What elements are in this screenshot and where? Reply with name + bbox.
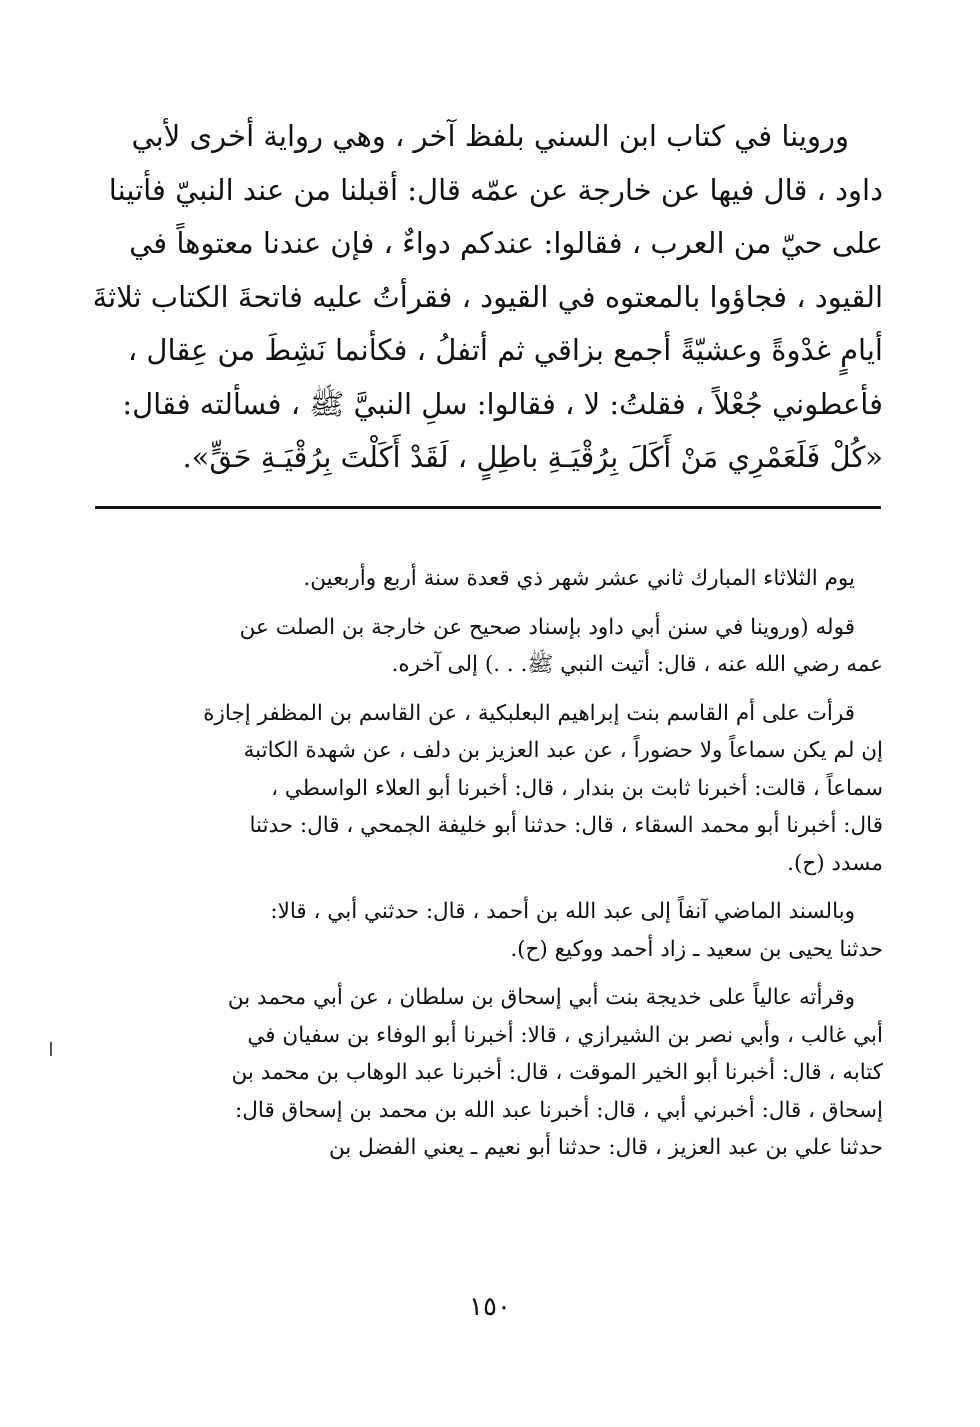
- commentary-paragraph: [88, 609, 883, 684]
- main-text-line: «كُلْ فَلَعَمْرِي مَنْ أَكَلَ بِرُقْيَـةِ باطِلٍ ، لَقَدْ أَكَلْتَ بِرُقْيَـةِ حَقٍّ».: [182, 440, 883, 474]
- commentary-line: وبالسند الماضي آنفاً إلى عبد الله بن أحمد ، قال: حدثني أبي ، قالا:: [270, 899, 855, 924]
- main-text-line: القيود ، فجاؤوا بالمعتوه في القيود ، فقرأتُ عليه فاتحةَ الكتاب ثلاثةَ: [92, 279, 883, 314]
- main-text-block: [88, 110, 883, 485]
- commentary-line: حدثنا علي بن عبد العزيز ، قال: حدثنا أبو نعيم ـ يعني الفضل بن: [328, 1135, 883, 1160]
- main-text-line: وروينا في كتاب ابن السني بلفظ آخر ، وهي رواية أخرى لأبي: [131, 119, 849, 153]
- commentary-line: قرأت على أم القاسم بنت إبراهيم البعلبكية ، عن القاسم بن المظفر إجازة: [203, 700, 855, 726]
- commentary-line: حدثنا يحيى بن سعيد ـ زاد أحمد ووكيع (ح).: [510, 936, 883, 962]
- commentary-line: عمه رضي الله عنه ، قال: أتيت النبي ﷺ. . .) إلى آخره.: [391, 652, 883, 677]
- commentary-paragraph: [88, 893, 883, 968]
- commentary-line: يوم الثلاثاء المبارك ثاني عشر شهر ذي قعدة سنة أربع وأربعين.: [303, 566, 855, 591]
- commentary-line: قال: أخبرنا أبو محمد السقاء ، قال: حدثنا أبو خليفة الجمحي ، قال: حدثنا: [249, 813, 883, 838]
- commentary-paragraph: [88, 695, 883, 883]
- main-text-line: داود ، قال فيها عن خارجة عن عمّه قال: أقبلنا من عند النبيّ فأتينا: [108, 172, 883, 207]
- commentary-line: قوله (وروينا في سنن أبي داود بإسناد صحيح عن خارجة بن الصلت عن: [239, 614, 855, 640]
- commentary-line: مسدد (ح).: [787, 850, 883, 876]
- commentary-line: أبي غالب ، وأبي نصر بن الشيرازي ، قالا: أخبرنا أبو الوفاء بن سفيان في: [247, 1022, 883, 1048]
- commentary-line: وقرأته عالياً على خديجة بنت أبي إسحاق بن سلطان ، عن أبي محمد بن: [227, 985, 855, 1010]
- section-divider: [95, 506, 881, 509]
- commentary-paragraph: [88, 979, 883, 1167]
- main-text-line: على حيّ من العرب ، فقالوا: عندكم دواءٌ ، فإن عندنا معتوهاً في: [129, 226, 883, 260]
- commentary-paragraph: [88, 560, 883, 598]
- page-number: ١٥٠: [469, 1292, 511, 1322]
- margin-mark: [50, 1042, 52, 1056]
- main-text-line: فأعطوني جُعْلاً ، فقلتُ: لا ، فقالوا: سلِ النبيَّ ﷺ ، فسألته فقال:: [122, 386, 883, 421]
- commentary-line: سماعاً ، قالت: أخبرنا ثابت بن بندار ، قال: أخبرنا أبو العلاء الواسطي ،: [271, 775, 883, 801]
- main-text-line: أيامٍ غدْوةً وعشيّةً أجمع بزاقي ثم أتفلُ ، فكأنما نَشِطَ من عِقال ،: [127, 333, 883, 367]
- commentary-block: [88, 560, 883, 1178]
- commentary-line: إن لم يكن سماعاً ولا حضوراً ، عن عبد العزيز بن دلف ، عن شهدة الكاتبة: [243, 738, 883, 763]
- commentary-line: كتابه ، قال: أخبرنا أبو الخير الموقت ، قال: أخبرنا عبد الوهاب بن محمد بن: [231, 1060, 883, 1085]
- commentary-line: إسحاق ، قال: أخبرني أبي ، قال: أخبرنا عبد الله بن محمد بن إسحاق قال:: [235, 1097, 883, 1123]
